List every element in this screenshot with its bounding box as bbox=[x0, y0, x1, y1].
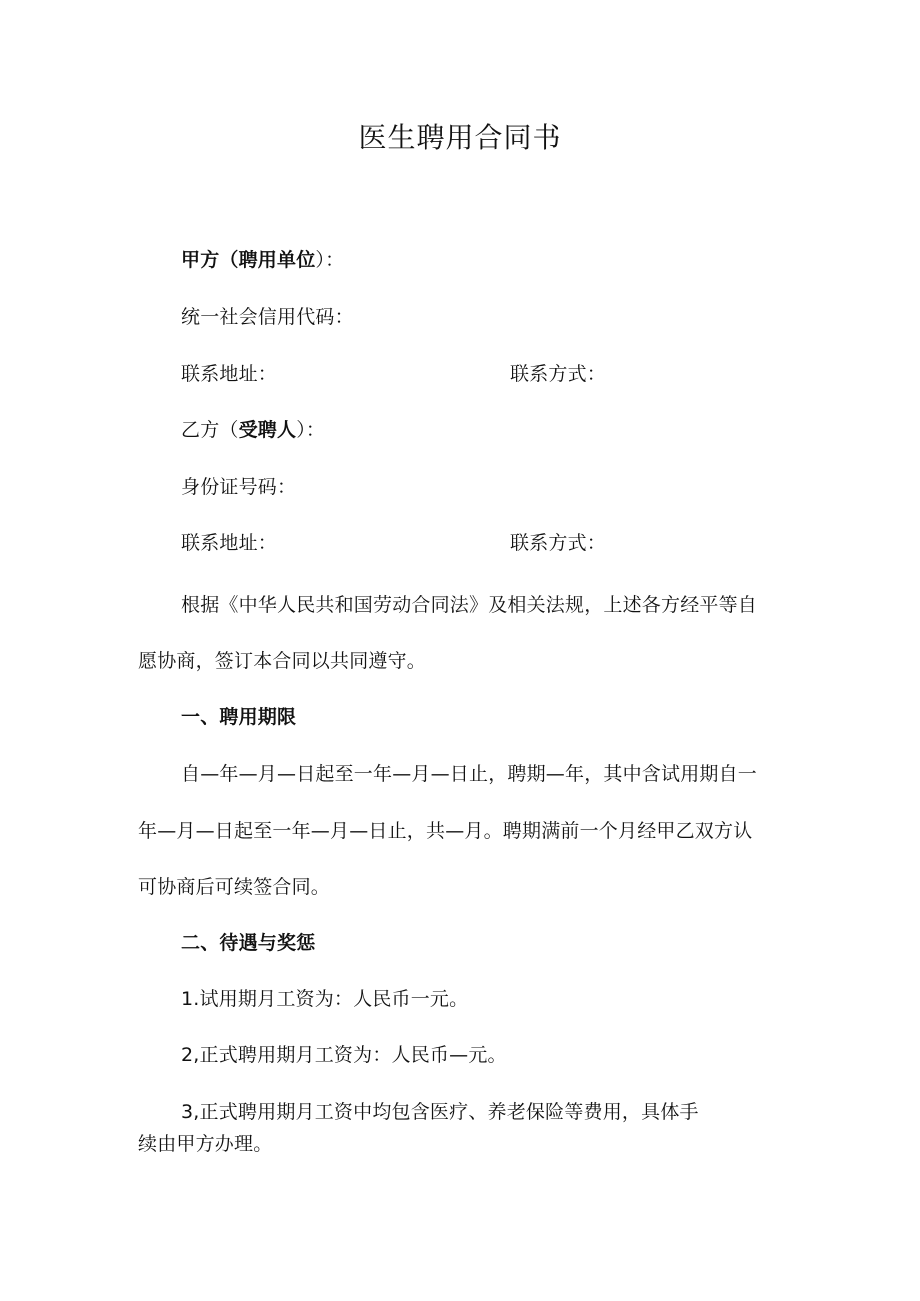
credit-code-label: 统一社会信用代码： bbox=[181, 306, 354, 328]
party-b-main: 受聘人 bbox=[238, 419, 297, 441]
section-1-line-3: 可协商后可续签合同。 bbox=[138, 876, 331, 898]
party-a-contact-label: 联系方式： bbox=[510, 363, 607, 385]
party-a-suffix: ）： bbox=[315, 249, 345, 271]
section-1-line-1: 自—年—月—日起至一年—月—日止，聘期—年，其中含试用期自一 bbox=[181, 763, 758, 785]
intro-line-1: 根据《中华人民共和国劳动合同法》及相关法规，上述各方经平等自 bbox=[181, 594, 758, 616]
party-b-suffix: ）： bbox=[296, 419, 326, 441]
party-b-contact-label: 联系方式： bbox=[510, 532, 607, 554]
section-1-line-2: 年—月—日起至一年—月—日止，共—月。聘期满前一个月经甲乙双方认 bbox=[138, 820, 753, 842]
party-a-address-label: 联系地址： bbox=[181, 363, 278, 385]
section-2-item-3-line-2: 续由甲方办理。 bbox=[138, 1133, 273, 1155]
party-a-main: 聘用单位 bbox=[238, 249, 316, 271]
party-a-prefix: 甲方（ bbox=[181, 249, 239, 271]
party-b-address-label: 联系地址： bbox=[181, 532, 278, 554]
party-b-label bbox=[181, 418, 325, 442]
party-a-label bbox=[181, 248, 344, 272]
id-number-label: 身份证号码： bbox=[181, 476, 297, 498]
section-2-item-2: 2,正式聘用期月工资为：人民币—元。 bbox=[181, 1044, 507, 1066]
page-title: 医生聘用合同书 bbox=[358, 121, 562, 154]
section-1-heading: 一、聘用期限 bbox=[181, 706, 297, 728]
section-2-item-1: 1.试用期月工资为：人民币一元。 bbox=[181, 988, 469, 1010]
party-b-prefix: 乙方（ bbox=[181, 419, 239, 441]
section-2-heading: 二、待遇与奖惩 bbox=[181, 932, 316, 954]
section-2-item-3-line-1: 3,正式聘用期月工资中均包含医疗、养老保险等费用，具体手 bbox=[181, 1101, 699, 1123]
intro-line-2: 愿协商，签订本合同以共同遵守。 bbox=[138, 650, 427, 672]
